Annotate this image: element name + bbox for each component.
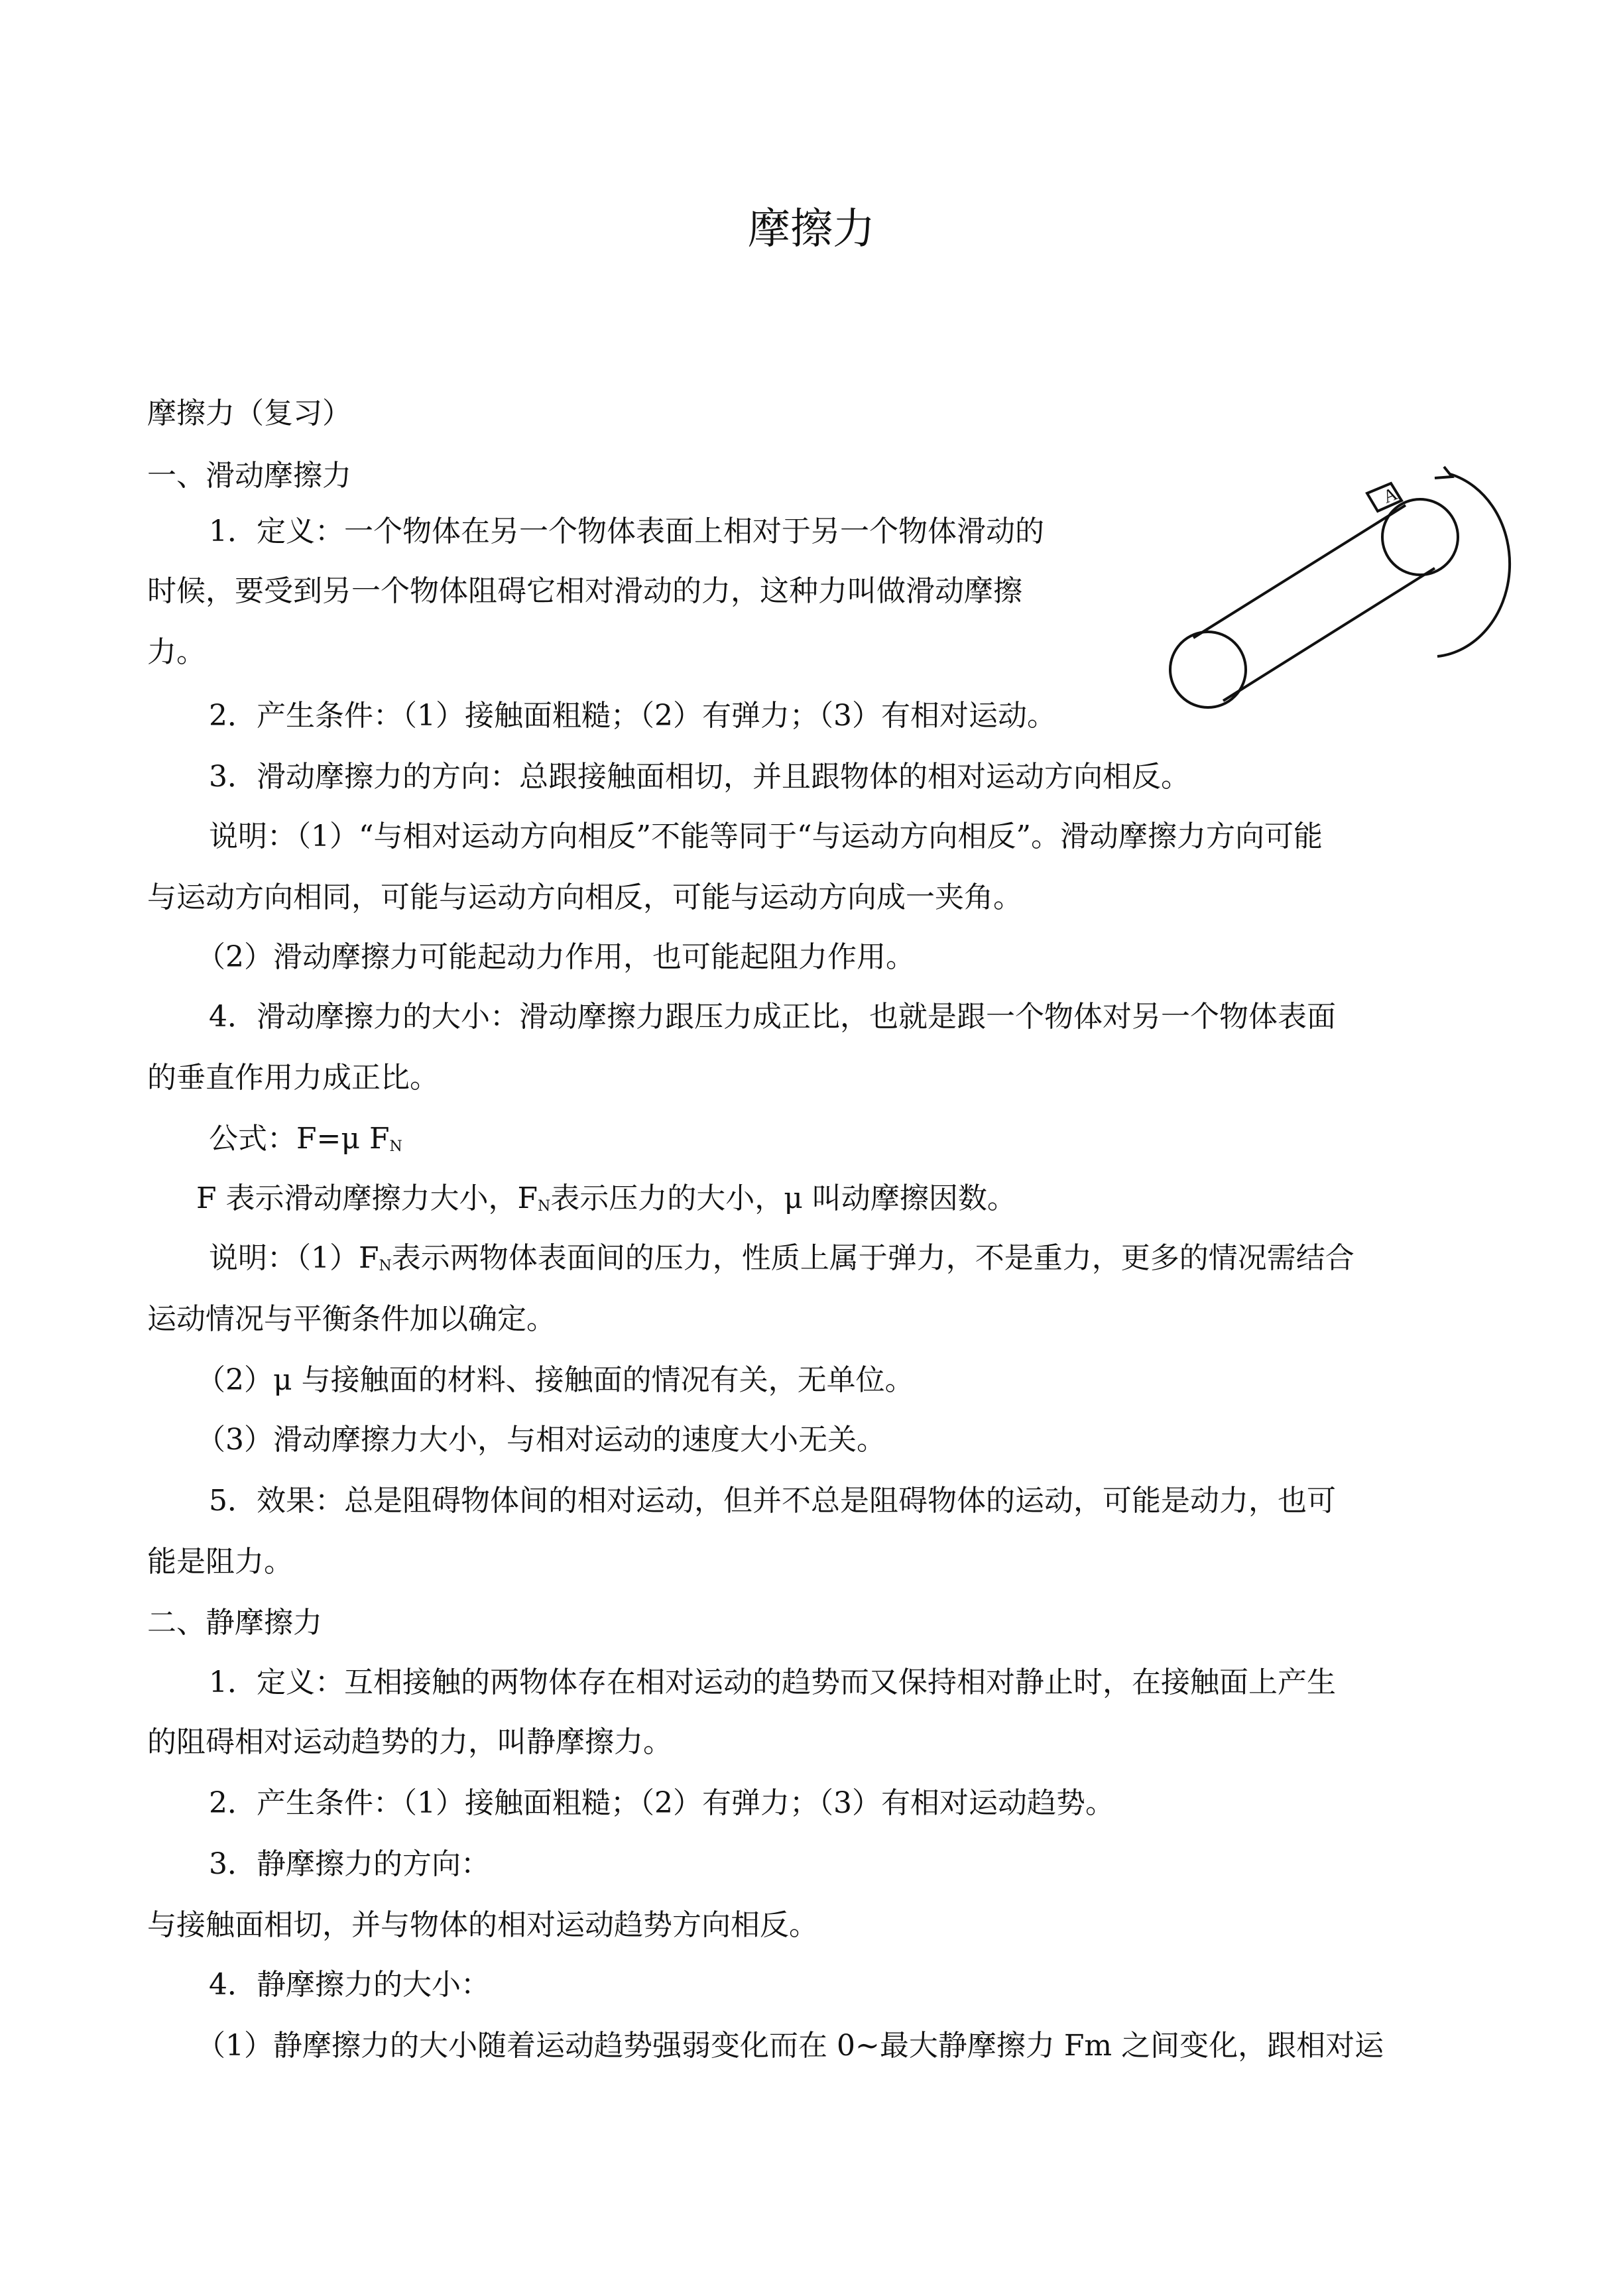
cylinder-edge-top bbox=[1193, 505, 1406, 638]
paragraph-line: 与运动方向相同，可能与运动方向相反，可能与运动方向成一夹角。 bbox=[147, 880, 1022, 914]
paragraph-line: 说明：（1）“与相对运动方向相反”不能等同于“与运动方向相反”。滑动摩擦力方向可能 bbox=[209, 819, 1323, 853]
text-span: 表示压力的大小，μ 叫动摩擦因数。 bbox=[550, 1181, 1016, 1215]
paragraph-line bbox=[209, 1239, 1354, 1278]
paragraph-line: 4．静摩擦力的大小： bbox=[209, 1968, 490, 2002]
subscript-n: N bbox=[538, 1198, 551, 1215]
paragraph-line bbox=[196, 1179, 1016, 1219]
paragraph-line: 1．定义：一个物体在另一个物体表面上相对于另一个物体滑动的 bbox=[209, 514, 1044, 548]
paragraph-line: 运动情况与平衡条件加以确定。 bbox=[147, 1302, 556, 1336]
formula-text: 公式：F=μ F bbox=[209, 1122, 390, 1156]
paragraph-line: 的阻碍相对运动趋势的力，叫静摩擦力。 bbox=[147, 1725, 672, 1759]
rotation-arrowhead-icon bbox=[1435, 467, 1452, 478]
text-span: 表示两物体表面间的压力，性质上属于弹力，不是重力，更多的情况需结合 bbox=[391, 1241, 1354, 1275]
section-heading-sliding-friction: 一、滑动摩擦力 bbox=[147, 459, 351, 493]
rotation-arrow-curve bbox=[1437, 474, 1510, 656]
paragraph-line: （3）滑动摩擦力大小，与相对运动的速度大小无关。 bbox=[196, 1423, 886, 1457]
paragraph-line: 3．滑动摩擦力的方向：总跟接触面相切，并且跟物体的相对运动方向相反。 bbox=[209, 760, 1190, 794]
block-a-label: A bbox=[1380, 483, 1401, 508]
cylinder-top-end bbox=[1382, 499, 1458, 575]
paragraph-line: 力。 bbox=[147, 635, 206, 669]
cylinder-edge-bottom bbox=[1223, 568, 1435, 701]
paragraph-line: 2．产生条件：（1）接触面粗糙；（2）有弹力；（3）有相对运动。 bbox=[209, 699, 1056, 733]
cylinder-bottom-end bbox=[1170, 632, 1246, 707]
subscript-n: N bbox=[379, 1258, 392, 1274]
paragraph-line: （1）静摩擦力的大小随着运动趋势强弱变化而在 0~最大静摩擦力 Fm 之间变化，跟相对运 bbox=[196, 2029, 1384, 2063]
section-heading-static-friction: 二、静摩擦力 bbox=[147, 1606, 322, 1640]
section-heading-review: 摩擦力（复习） bbox=[147, 396, 351, 430]
inclined-cylinder-diagram bbox=[1154, 464, 1512, 756]
paragraph-line: 4．滑动摩擦力的大小：滑动摩擦力跟压力成正比，也就是跟一个物体对另一个物体表面 bbox=[209, 1000, 1336, 1034]
paragraph-line: 能是阻力。 bbox=[147, 1545, 293, 1579]
paragraph-line: 的垂直作用力成正比。 bbox=[147, 1061, 439, 1095]
paragraph-line: （2）滑动摩擦力可能起动力作用，也可能起阻力作用。 bbox=[196, 940, 915, 974]
text-span: 说明：（1）F bbox=[209, 1241, 379, 1275]
document-title: 摩擦力 bbox=[748, 205, 875, 254]
text-span: F 表示滑动摩擦力大小，F bbox=[196, 1181, 538, 1215]
subscript-n: N bbox=[389, 1138, 402, 1155]
paragraph-line: 3．静摩擦力的方向： bbox=[209, 1847, 490, 1881]
paragraph-line: 2．产生条件：（1）接触面粗糙；（2）有弹力；（3）有相对运动趋势。 bbox=[209, 1786, 1114, 1820]
formula-line bbox=[209, 1119, 402, 1159]
paragraph-line: 时候，要受到另一个物体阻碍它相对滑动的力，这种力叫做滑动摩擦 bbox=[147, 574, 1022, 608]
paragraph-line: 5．效果：总是阻碍物体间的相对运动，但并不总是阻碍物体的运动，可能是动力，也可 bbox=[209, 1484, 1336, 1518]
paragraph-line: 与接触面相切，并与物体的相对运动趋势方向相反。 bbox=[147, 1908, 818, 1942]
paragraph-line: 1．定义：互相接触的两物体存在相对运动的趋势而又保持相对静止时，在接触面上产生 bbox=[209, 1665, 1336, 1699]
paragraph-line: （2）μ 与接触面的材料、接触面的情况有关，无单位。 bbox=[196, 1363, 914, 1397]
